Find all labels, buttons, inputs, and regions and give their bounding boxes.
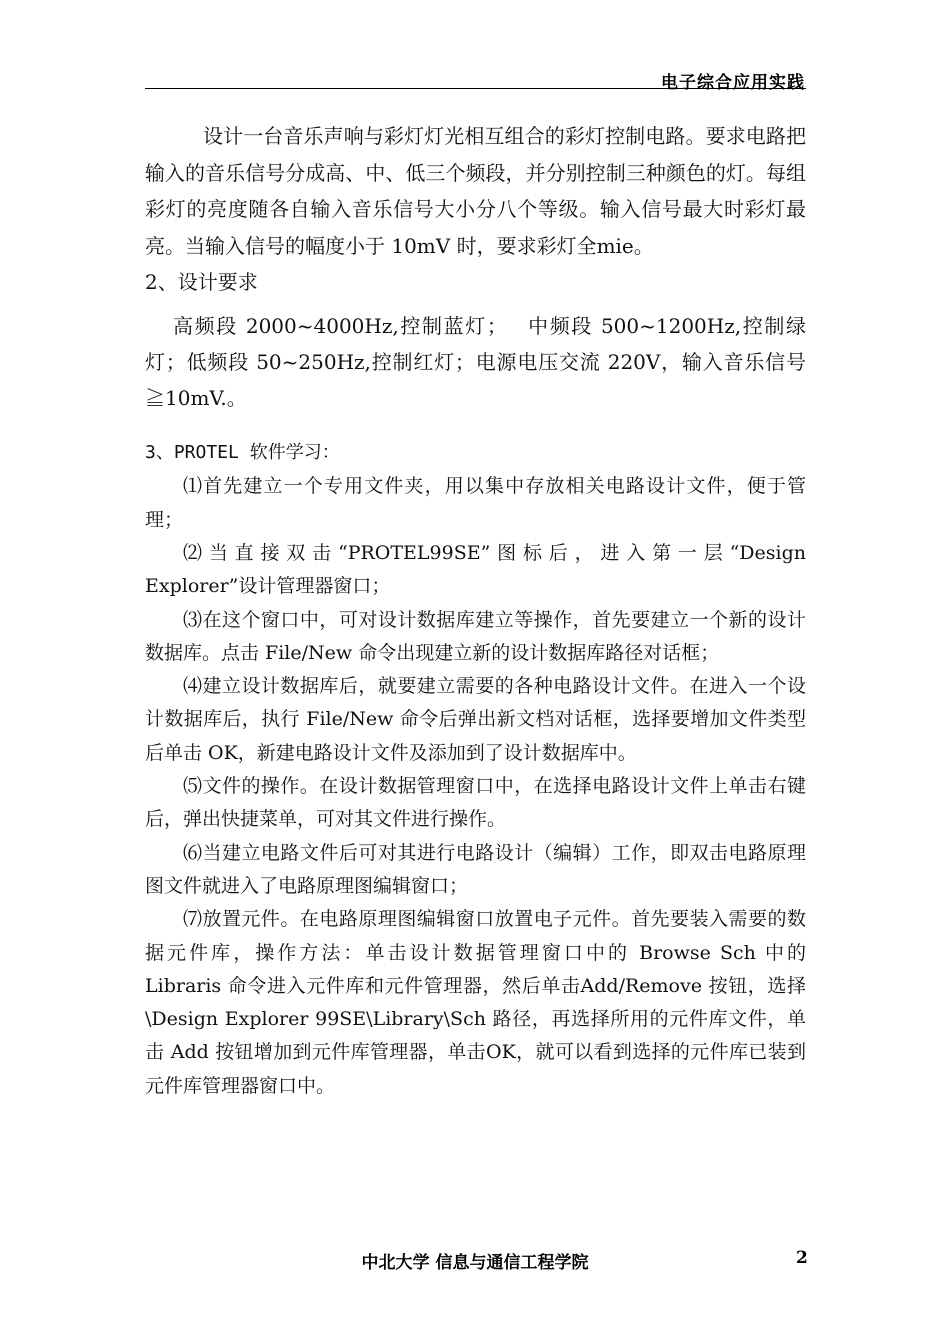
page-number: 2 — [796, 1248, 808, 1268]
footer-institution: 中北大学 信息与通信工程学院 — [361, 1253, 589, 1273]
step-2-paragraph: ⑵当直接双击“PROTEL99SE”图标后，进入第一层“Design Explorer”设计管理器窗口； — [145, 541, 806, 598]
section-2-heading: 2、设计要求 — [145, 270, 258, 295]
step-3-paragraph: ⑶在这个窗口中，可对设计数据库建立等操作，首先要建立一个新的设计数据库。点击 File/New 命令出现建立新的设计数据库路径对话框； — [145, 608, 806, 664]
intro-paragraph: 设计一台音乐声响与彩灯灯光相互组合的彩灯控制电路。要求电路把输入的音乐信号分成高、中、低三个频段，并分别控制三种颜色的灯。每组彩灯的亮度随各自输入音乐信号大小分八个等级。输入信号最大时彩灯最亮。当输入信号的幅度小于 10mV 时，要求彩灯全mie。 — [145, 124, 806, 258]
header-title: 电子综合应用实践 — [661, 73, 805, 93]
header-divider — [145, 88, 806, 89]
step-6-paragraph: ⑹当建立电路文件后可对其进行电路设计（编辑）工作，即双击电路原理图文件就进入了电路原理图编辑窗口； — [145, 841, 806, 897]
step-4-paragraph: ⑷建立设计数据库后，就要建立需要的各种电路设计文件。在进入一个设计数据库后，执行 File/New 命令后弹出新文档对话框，选择要增加文件类型后单击 OK，新建电路设计文件及添加到了设计数据库中。 — [145, 675, 806, 764]
design-requirements-paragraph: 高频段 2000~4000Hz,控制蓝灯； 中频段 500~1200Hz,控制绿灯；低频段 50~250Hz,控制红灯；电源电压交流 220V，输入音乐信号≧10mV.。 — [145, 314, 806, 411]
section-3-heading: 3、PROTEL 软件学习： — [145, 442, 340, 464]
step-7-paragraph: ⑺放置元件。在电路原理图编辑窗口放置电子元件。首先要装入需要的数据元件库，操作方法：单击设计数据管理窗口中的 Browse Sch 中的 Libraris 命令进入元件库和元件管理器，然后单击Add/Remove 按钮，选择\Design Explorer 99SE\Library\Sch 路径，再选择所用的元件库文件，单击 Add 按钮增加到元件库管理器，单击OK，就可以看到选择的元件库已装到元件库管理器窗口中。 — [145, 908, 806, 1097]
step-5-paragraph: ⑸文件的操作。在设计数据管理窗口中，在选择电路设计文件上单击右键后，弹出快捷菜单，可对其文件进行操作。 — [145, 775, 806, 831]
document-body — [145, 118, 806, 1103]
step-1-paragraph: ⑴首先建立一个专用文件夹，用以集中存放相关电路设计文件，便于管理； — [145, 475, 806, 531]
